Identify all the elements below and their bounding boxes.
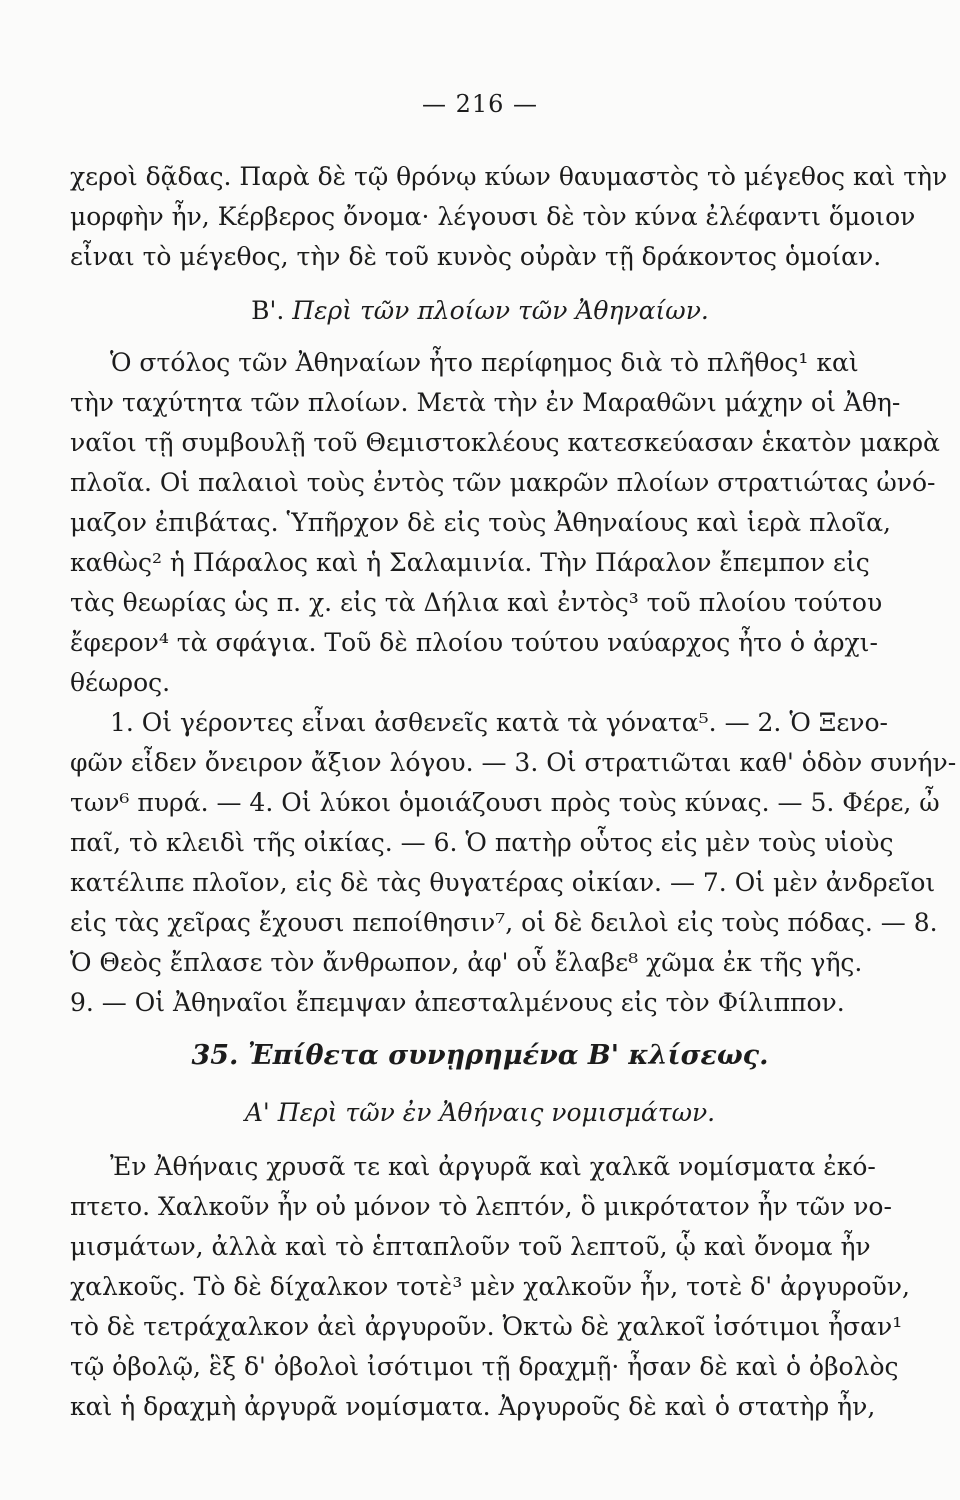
exercise-line: 9. — Οἱ Ἀθηναῖοι ἔπεμψαν ἀπεσταλμένους εἰς τὸν Φίλιππον. bbox=[70, 988, 845, 1017]
exercise-line: Ὁ Θεὸς ἔπλασε τὸν ἄνθρωπον, ἀφ' οὗ ἔλαβε⁸ χῶμα ἐκ τῆς γῆς. bbox=[70, 948, 863, 977]
exercise-line: φῶν εἶδεν ὄνειρον ἄξιον λόγου. — 3. Οἱ στρατιῶται καθ' ὁδὸν συνήν- bbox=[70, 748, 957, 777]
heading-label: Α' bbox=[244, 1098, 270, 1127]
text-line: Ὁ στόλος τῶν Ἀθηναίων ἦτο περίφημος διὰ τὸ πλῆθος¹ καὶ bbox=[110, 348, 859, 377]
text-line: χεροὶ δᾷδας. Παρὰ δὲ τῷ θρόνῳ κύων θαυμαστὸς τὸ μέγεθος καὶ τὴν bbox=[70, 162, 948, 191]
text-line: μισμάτων, ἀλλὰ καὶ τὸ ἑπταπλοῦν τοῦ λεπτοῦ, ᾧ καὶ ὄνομα ἦν bbox=[70, 1232, 871, 1261]
exercise-line: εἰς τὰς χεῖρας ἔχουσι πεποίθησιν⁷, οἱ δὲ δειλοὶ εἰς τοὺς πόδας. — 8. bbox=[70, 908, 938, 937]
exercise-line: κατέλιπε πλοῖον, εἰς δὲ τὰς θυγατέρας οἰκίαν. — 7. Οἱ μὲν ἀνδρεῖοι bbox=[70, 868, 936, 897]
exercise-line: 1. Οἱ γέροντες εἶναι ἀσθενεῖς κατὰ τὰ γόνατα⁵. — 2. Ὁ Ξενο- bbox=[110, 708, 888, 737]
text-line: τὰς θεωρίας ὡς π. χ. εἰς τὰ Δήλια καὶ ἐντὸς³ τοῦ πλοίου τούτου bbox=[70, 588, 883, 617]
text-line: ἔφερον⁴ τὰ σφάγια. Τοῦ δὲ πλοίου τούτου ναύαρχος ἦτο ὁ ἀρχι- bbox=[70, 628, 878, 657]
exercise-line: παῖ, τὸ κλειδὶ τῆς οἰκίας. — 6. Ὁ πατὴρ οὗτος εἰς μὲν τοὺς υἱοὺς bbox=[70, 828, 894, 857]
text-line: εἶναι τὸ μέγεθος, τὴν δὲ τοῦ κυνὸς οὐρὰν τῇ δράκοντος ὁμοίαν. bbox=[70, 242, 882, 271]
page-number: — 216 — bbox=[421, 90, 539, 118]
text-line: τὸ δὲ τετράχαλκον ἀεὶ ἀργυροῦν. Ὀκτὼ δὲ χαλκοῖ ἰσότιμοι ἦσαν¹ bbox=[70, 1312, 903, 1341]
text-line: πτετο. Χαλκοῦν ἦν οὐ μόνον τὸ λεπτόν, ὃ μικρότατον ἦν τῶν νο- bbox=[70, 1192, 892, 1221]
text-line: πλοῖα. Οἱ παλαιοὶ τοὺς ἐντὸς τῶν μακρῶν πλοίων στρατιώτας ὠνό- bbox=[70, 468, 936, 497]
section-heading-b bbox=[0, 296, 960, 325]
exercise-line: των⁶ πυρά. — 4. Οἱ λύκοι ὁμοιάζουσι πρὸς τοὺς κύνας. — 5. Φέρε, ὦ bbox=[70, 788, 940, 817]
text-line: χαλκοῦς. Τὸ δὲ δίχαλκον τοτὲ³ μὲν χαλκοῦν ἦν, τοτὲ δ' ἀργυροῦν, bbox=[70, 1272, 910, 1301]
heading-title: Περὶ τῶν ἐν Ἀθήναις νομισμάτων. bbox=[277, 1098, 716, 1127]
text-line: θέωρος. bbox=[70, 668, 171, 697]
section-title-35: 35. Ἐπίθετα συνῃρημένα Β' κλίσεως. bbox=[191, 1040, 769, 1071]
text-line: καὶ ἡ δραχμὴ ἀργυρᾶ νομίσματα. Ἀργυροῦς δὲ καὶ ὁ στατὴρ ἦν, bbox=[70, 1392, 876, 1421]
text-line: καθὼς² ἡ Πάραλος καὶ ἡ Σαλαμινία. Τὴν Πάραλον ἔπεμπον εἰς bbox=[70, 548, 870, 577]
text-line: τὴν ταχύτητα τῶν πλοίων. Μετὰ τὴν ἐν Μαραθῶνι μάχην οἱ Ἀθη- bbox=[70, 388, 901, 417]
text-line: ναῖοι τῇ συμβουλῇ τοῦ Θεμιστοκλέους κατεσκεύασαν ἑκατὸν μακρὰ bbox=[70, 428, 940, 457]
section-heading-a bbox=[0, 1098, 960, 1127]
text-line: μαζον ἐπιβάτας. Ὑπῆρχον δὲ εἰς τοὺς Ἀθηναίους καὶ ἱερὰ πλοῖα, bbox=[70, 508, 891, 537]
text-line: τῷ ὀβολῷ, ἓξ δ' ὀβολοὶ ἰσότιμοι τῇ δραχμῇ· ἦσαν δὲ καὶ ὁ ὀβολὸς bbox=[70, 1352, 899, 1381]
heading-title: Περὶ τῶν πλοίων τῶν Ἀθηναίων. bbox=[292, 296, 709, 325]
text-line: Ἐν Ἀθήναις χρυσᾶ τε καὶ ἀργυρᾶ καὶ χαλκᾶ νομίσματα ἐκό- bbox=[110, 1152, 876, 1181]
text-line: μορφὴν ἦν, Κέρβερος ὄνομα· λέγουσι δὲ τὸν κύνα ἐλέφαντι ὅμοιον bbox=[70, 202, 916, 231]
heading-label: Β'. bbox=[251, 296, 285, 325]
